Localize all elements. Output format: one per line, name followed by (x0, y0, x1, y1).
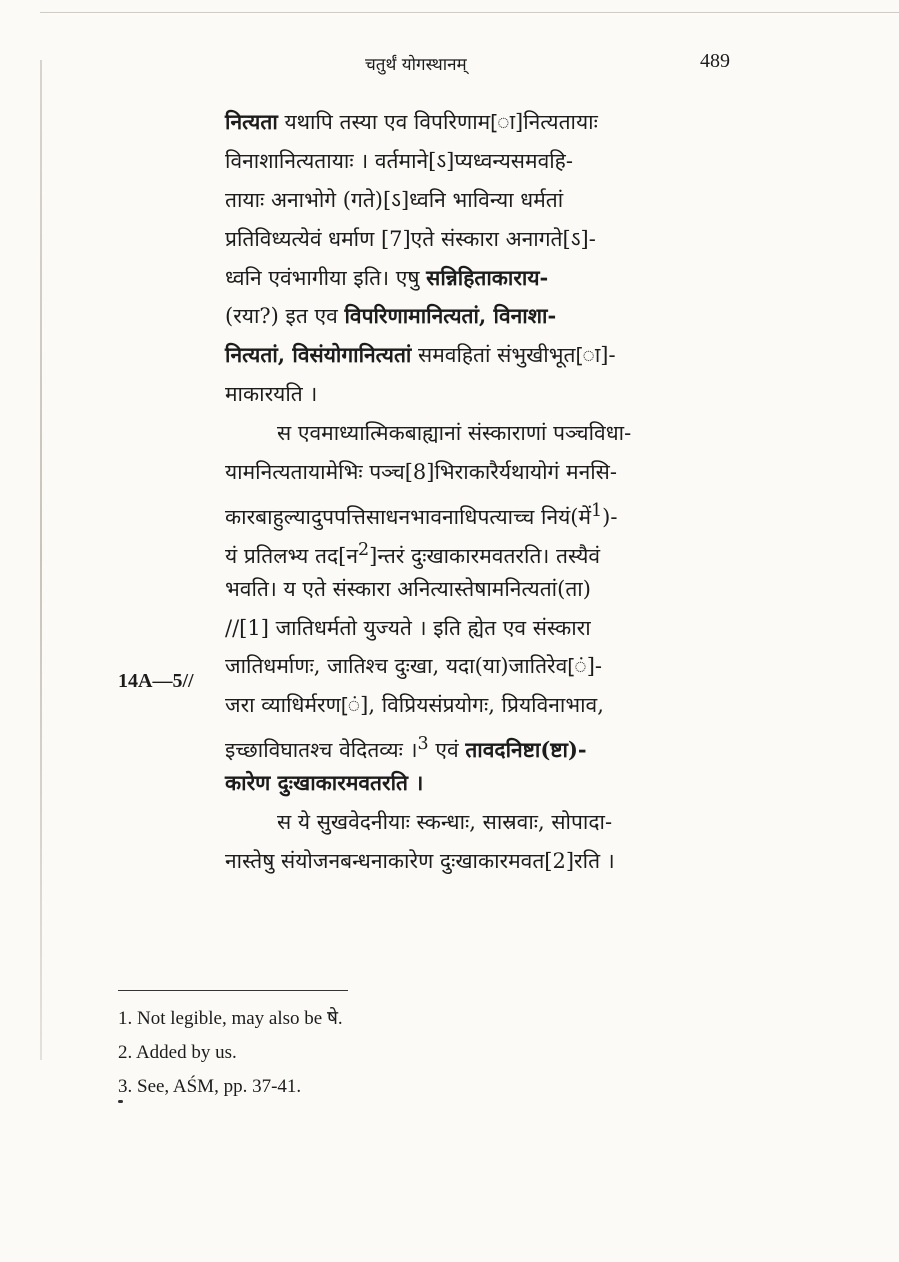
bold-term: विपरिणामानित्यतां, विनाशा- (344, 303, 557, 329)
footnote-ref: 2 (358, 539, 370, 560)
text-line (225, 142, 725, 181)
text-run: भवति। य एते संस्कारा अनित्यास्तेषामनित्यतां(ता) (225, 576, 591, 601)
footnote-1: 1. Not legible, may also be षे. (118, 1008, 343, 1029)
bold-term: नित्यतां, विसंयोगानित्यतां (225, 342, 412, 368)
text-run: यं प्रतिलभ्य तद[न (225, 543, 359, 568)
text-line (225, 647, 725, 686)
text-run: एवं (428, 738, 466, 763)
body-text (225, 103, 725, 881)
text-line (225, 492, 725, 531)
text-line (225, 103, 725, 142)
bold-term: नित्यता (225, 109, 278, 134)
text-run: नास्तेषु संयोजनबन्धनाकारेण दुःखाकारमवत[2]रति । (225, 848, 615, 873)
text-run: //[1] जातिधर्मतो युज्यते । इति ह्येत एव संस्कारा (225, 615, 591, 640)
text-run: प्रतिविध्यत्येवं धर्माण [7]एते संस्कारा अनागते[ऽ]- (225, 226, 596, 251)
text-run: समवहितां संभुखीभूत[ा]- (411, 343, 616, 368)
text-line (225, 259, 725, 298)
text-run: यामनित्यतायामेभिः पञ्च[8]भिराकारैर्यथायोगं मनसि- (225, 460, 617, 485)
page-header (220, 50, 730, 80)
text-run: ध्वनि एवंभागीया इति। एषु (225, 265, 427, 290)
text-line (225, 220, 725, 259)
footnote-ref: 1 (591, 500, 603, 521)
bold-term: कारेण दुःखाकारमवतरति । (225, 770, 424, 796)
text-run: )- (602, 504, 618, 529)
text-run: कारबाहुल्यादुपपत्तिसाधनभावनाधिपत्याच्च नियं(में (225, 504, 592, 529)
text-run: तायाः अनाभोगे (गते)[ऽ]ध्वनि भाविन्या धर्मतां (225, 187, 564, 212)
text-run: विनाशानित्यतायाः । वर्तमाने[ऽ]प्यध्वन्यसमवहि- (225, 148, 573, 173)
text-run: स एवमाध्यात्मिकबाह्यानां संस्काराणां पञ्चविधा- (277, 421, 632, 446)
text-line (225, 181, 725, 220)
text-line (225, 842, 725, 881)
text-line (225, 570, 725, 609)
text-line (225, 725, 725, 764)
text-run: यथापि तस्या एव विपरिणाम[ा]नित्यतायाः (277, 110, 598, 134)
page-edge (40, 12, 899, 13)
footnote-ref: 3 (417, 734, 429, 755)
text-run: जरा व्याधिर्मरण[ं], विप्रियसंप्रयोगः, प्रियविनाभाव, (225, 693, 604, 718)
text-run: ]न्तरं दुःखाकारमवतरति। तस्यैवं (369, 543, 601, 568)
text-run: माकारयति । (225, 382, 318, 407)
text-run: जातिधर्माणः, जातिश्च दुःखा, यदा(या)जातिरेव[ं]- (225, 654, 602, 679)
text-run: स ये सुखवेदनीयाः स्कन्धाः, सास्रवाः, सोपादा- (277, 810, 613, 835)
bold-term: सन्निहिताकाराय- (426, 264, 549, 290)
folio-marginal-note: 14A—5// (118, 670, 194, 692)
text-line (225, 336, 725, 375)
text-line (225, 803, 725, 842)
footnote-3: 3. See, AŚM, pp. 37-41. (118, 1076, 302, 1097)
text-line (225, 609, 725, 648)
bold-term: तावदनिष्टा(ष्टा)- (465, 737, 587, 763)
text-line (225, 297, 725, 336)
text-run: (रया?) इत एव (225, 304, 345, 329)
footnotes (118, 1002, 343, 1104)
ink-speck (118, 1100, 123, 1103)
text-line (225, 375, 725, 414)
text-run: इच्छाविघातश्च वेदितव्यः । (225, 738, 418, 763)
page-spine-shadow (40, 60, 42, 1060)
text-line (225, 764, 725, 803)
page-number: 489 (700, 50, 730, 72)
running-head: चतुर्थं योगस्थानम् (365, 55, 467, 75)
footnote-rule (118, 990, 348, 991)
footnote-2: 2. Added by us. (118, 1042, 237, 1063)
text-line (225, 453, 725, 492)
text-line (225, 531, 725, 570)
text-line (225, 686, 725, 725)
text-line (225, 414, 725, 453)
